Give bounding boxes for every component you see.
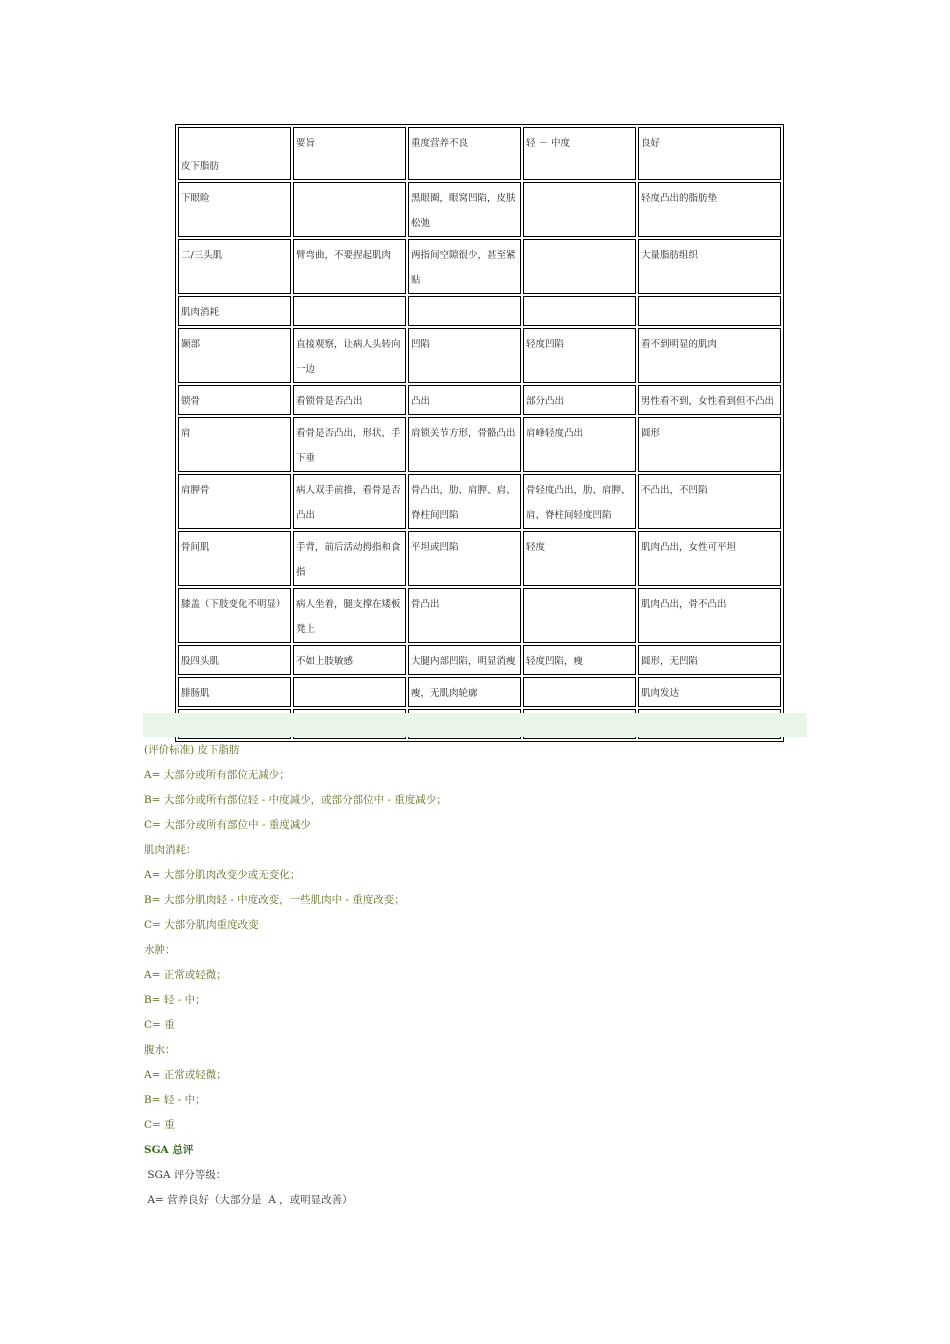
evaluation-criteria <box>144 738 804 1213</box>
table-cell: 锁骨 <box>178 385 291 415</box>
table-cell: 手背，前后活动拇指和食指 <box>293 531 406 586</box>
table-cell: 不如上肢敏感 <box>293 645 406 675</box>
criteria-line: A= 正常或轻微； <box>144 1069 227 1081</box>
table-cell: 圆形，无凹陷 <box>638 645 781 675</box>
highlight-band <box>143 713 807 737</box>
table-cell: 轻度凸出的脂肪垫 <box>638 182 781 237</box>
header-label: 轻 － 中度 <box>526 138 571 149</box>
table-cell: 肩锁关节方形，骨骼凸出 <box>408 417 521 472</box>
criteria-line: B= 大部分或所有部位轻 - 中度减少，或部分部位中 - 重度减少； <box>144 794 447 806</box>
criteria-line: C= 大部分肌肉重度改变 <box>144 919 259 931</box>
table-cell: 看骨是否凸出，形状，手下垂 <box>293 417 406 472</box>
table-cell: 看不到明显的肌肉 <box>638 328 781 383</box>
table-cell: 颞部 <box>178 328 291 383</box>
table-cell <box>523 182 636 237</box>
criteria-line: A= 大部分肌肉改变少或无变化； <box>144 869 301 881</box>
table-cell: 骨轻度凸出，肋、肩胛、肩、脊柱间轻度凹陷 <box>523 474 636 529</box>
table-header-row <box>178 127 781 180</box>
table-cell <box>523 677 636 707</box>
table-cell <box>638 296 781 326</box>
table-cell: 骨间肌 <box>178 531 291 586</box>
table-cell <box>408 296 521 326</box>
table-row <box>178 385 781 415</box>
table-cell: 两指间空隙很少，甚至紧贴 <box>408 239 521 294</box>
table-cell: 黑眼圈，眼窝凹陷，皮肤松弛 <box>408 182 521 237</box>
table-cell: 直接观察，让病人头转向一边 <box>293 328 406 383</box>
table-cell: 肩 <box>178 417 291 472</box>
table-row <box>178 182 781 237</box>
table-cell: 瘦，无肌肉轮廓 <box>408 677 521 707</box>
table-cell: 肌肉发达 <box>638 677 781 707</box>
table-cell: 肩峰轻度凸出 <box>523 417 636 472</box>
header-cell <box>523 127 636 180</box>
table-cell: 肌肉凸出，女性可平坦 <box>638 531 781 586</box>
table-cell: 男性看不到，女性看到但不凸出 <box>638 385 781 415</box>
sga-assessment-table <box>175 124 784 742</box>
table-cell: 臂弯曲，不要捏起肌肉 <box>293 239 406 294</box>
table-cell: 下眼睑 <box>178 182 291 237</box>
table-cell: 轻度凹陷，瘦 <box>523 645 636 675</box>
header-label: 良好 <box>641 138 661 149</box>
header-cell <box>408 127 521 180</box>
sga-summary-heading: SGA 总评 <box>144 1144 194 1156</box>
table-cell <box>293 677 406 707</box>
table-row <box>178 239 781 294</box>
criteria-line: C= 重 <box>144 1019 175 1031</box>
criteria-line: B= 轻 - 中； <box>144 1094 206 1106</box>
table-cell <box>293 182 406 237</box>
criteria-line: A= 正常或轻微； <box>144 969 227 981</box>
table-row <box>178 645 781 675</box>
table-cell: 病人坐着，腿支撑在矮板凳上 <box>293 588 406 643</box>
table-cell: 病人双手前推，看骨是否凸出 <box>293 474 406 529</box>
criteria-heading: 腹水： <box>144 1044 176 1056</box>
table-cell <box>523 588 636 643</box>
table-cell: 腓肠肌 <box>178 677 291 707</box>
table-cell: 大量脂肪组织 <box>638 239 781 294</box>
header-cell <box>638 127 781 180</box>
table-cell: 圆形 <box>638 417 781 472</box>
table-cell <box>523 239 636 294</box>
sga-grade-line: A= 营养良好（大部分是 A ，或明显改善） <box>144 1194 353 1206</box>
table-row <box>178 677 781 707</box>
header-cell <box>178 127 291 180</box>
table-cell: 肌肉凸出，骨不凸出 <box>638 588 781 643</box>
sga-grade-heading: SGA 评分等级： <box>144 1169 227 1181</box>
table-cell: 平坦或凹陷 <box>408 531 521 586</box>
criteria-heading: 肌肉消耗： <box>144 844 197 856</box>
table-cell: 轻度凹陷 <box>523 328 636 383</box>
table-cell: 膝盖（下肢变化不明显） <box>178 588 291 643</box>
table-cell: 看锁骨是否凸出 <box>293 385 406 415</box>
table-row <box>178 588 781 643</box>
table-cell: 大腿内部凹陷，明显消瘦 <box>408 645 521 675</box>
table-cell: 股四头肌 <box>178 645 291 675</box>
table-cell: 肩胛骨 <box>178 474 291 529</box>
criteria-line: A= 大部分或所有部位无减少； <box>144 769 290 781</box>
table-row <box>178 296 781 326</box>
header-label: 要旨 <box>296 138 316 149</box>
table-cell <box>293 296 406 326</box>
criteria-line: C= 大部分或所有部位中 - 重度减少 <box>144 819 311 831</box>
criteria-line: C= 重 <box>144 1119 175 1131</box>
table-cell: 凹陷 <box>408 328 521 383</box>
table-row <box>178 474 781 529</box>
header-label: 重度营养不良 <box>411 138 469 149</box>
criteria-line: B= 轻 - 中； <box>144 994 206 1006</box>
table-cell: 肌肉消耗 <box>178 296 291 326</box>
table-cell: 轻度 <box>523 531 636 586</box>
table-cell: 不凸出，不凹陷 <box>638 474 781 529</box>
table-cell: 骨凸出，肋、肩胛、肩、脊柱间凹陷 <box>408 474 521 529</box>
table-row <box>178 328 781 383</box>
criteria-line: B= 大部分肌肉轻 - 中度改变，一些肌肉中 - 重度改变； <box>144 894 405 906</box>
table-row <box>178 531 781 586</box>
criteria-heading: (评价标准) 皮下脂肪 <box>144 744 240 756</box>
table-cell <box>523 296 636 326</box>
table-cell: 二/三头肌 <box>178 239 291 294</box>
table-cell: 部分凸出 <box>523 385 636 415</box>
table-cell: 凸出 <box>408 385 521 415</box>
criteria-heading: 水肿： <box>144 944 176 956</box>
header-label: 皮下脂肪 <box>181 161 220 172</box>
table-row <box>178 417 781 472</box>
table-cell: 骨凸出 <box>408 588 521 643</box>
header-cell <box>293 127 406 180</box>
